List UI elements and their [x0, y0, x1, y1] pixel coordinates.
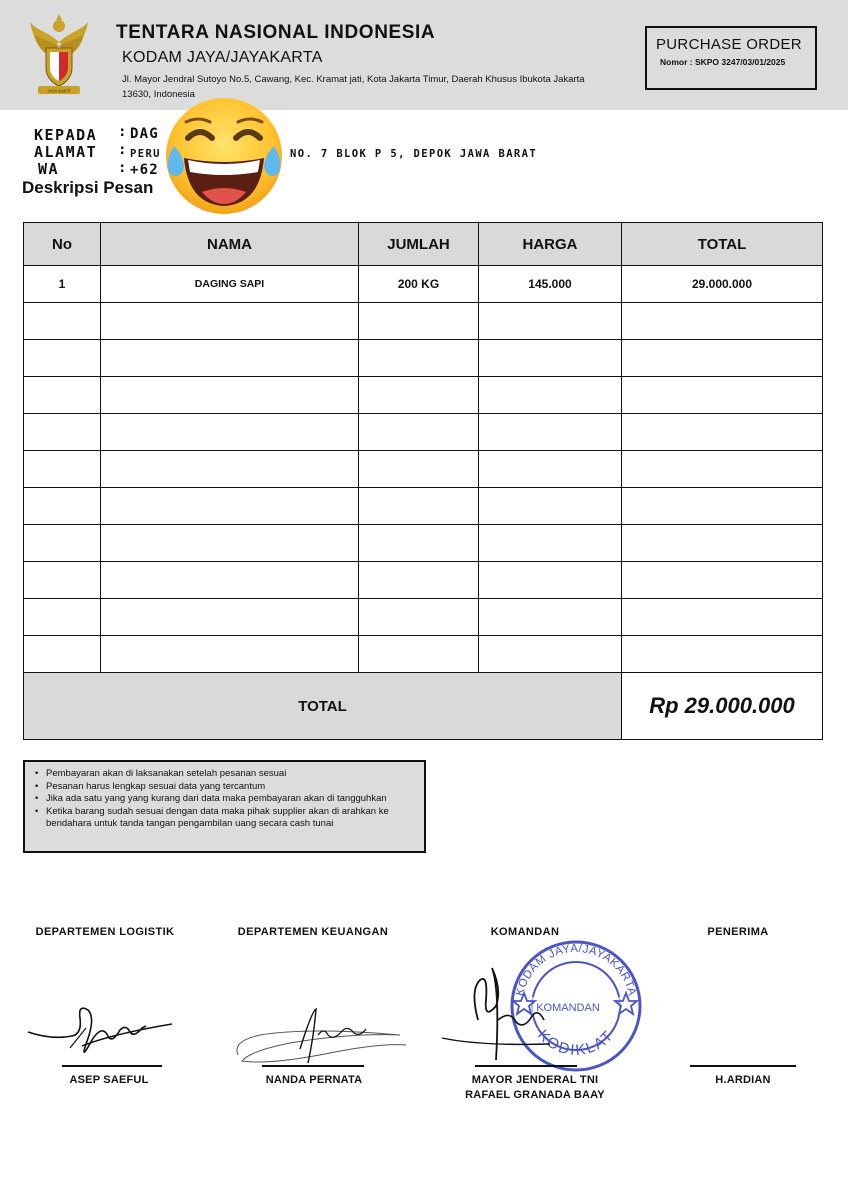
table-row [24, 377, 823, 414]
cell-harga [479, 303, 622, 340]
signature-name-penerima: H.ARDIAN [715, 1074, 771, 1086]
signature-line-komandan [475, 1065, 577, 1067]
kepada-value: DAG [130, 126, 159, 142]
signature-title-komandan: KOMANDAN [490, 926, 560, 938]
terms-list [33, 768, 416, 831]
cell-total [622, 377, 823, 414]
cell-harga: 145.000 [479, 266, 622, 303]
cell-total: 29.000.000 [622, 266, 823, 303]
cell-no [24, 414, 101, 451]
list-item: • Jika ada satu yang yang kurang dari data maka pembayaran akan di tangguhkan [33, 793, 416, 806]
column-header-harga: HARGA [479, 223, 622, 266]
cell-nama [101, 488, 359, 525]
grand-total-value: Rp 29.000.000 [622, 673, 823, 740]
wa-value: +62 [130, 162, 159, 178]
list-item: • Ketika barang sudah sesuai dengan data maka pihak supplier akan di arahkan ke bendahara untuk tanda tangan pengambilan uang secara cash tunai [33, 806, 416, 831]
cell-no [24, 451, 101, 488]
signature-name-keuangan: NANDA PERNATA [265, 1074, 363, 1086]
alamat-value: NO. 7 BLOK P 5, DEPOK JAWA BARAT [290, 148, 538, 160]
signature-name-komandan [455, 1073, 615, 1103]
cell-harga [479, 562, 622, 599]
signature-name-logistik: ASEP SAEFUL [69, 1074, 149, 1086]
cell-jumlah [359, 377, 479, 414]
signature-title-logistik: DEPARTEMEN LOGISTIK [35, 926, 175, 938]
cell-jumlah [359, 414, 479, 451]
signature-line-penerima [690, 1065, 796, 1067]
column-header-nama: NAMA [101, 223, 359, 266]
signature-name-komandan-line2: RAFAEL GRANADA BAAY [465, 1089, 605, 1101]
document-header [0, 0, 848, 110]
wa-label: WA [38, 160, 60, 178]
table-header-row [24, 223, 823, 266]
cell-no: 1 [24, 266, 101, 303]
table-row [24, 636, 823, 673]
cell-total [622, 488, 823, 525]
cell-no [24, 599, 101, 636]
cell-no [24, 377, 101, 414]
total-label: TOTAL [24, 673, 622, 740]
purchase-order-title: PURCHASE ORDER [656, 36, 802, 53]
terms-notes-box [23, 760, 426, 853]
cell-no [24, 562, 101, 599]
garuda-emblem-icon [28, 12, 90, 96]
signature-title-penerima: PENERIMA [707, 926, 769, 938]
alamat-colon: : [118, 142, 127, 158]
table-row [24, 562, 823, 599]
cell-total [622, 525, 823, 562]
organization-title: TENTARA NASIONAL INDONESIA [116, 22, 436, 43]
list-item: • Pembayaran akan di laksanakan setelah pesanan sesuai [33, 768, 416, 781]
cell-nama [101, 303, 359, 340]
signature-scribble-keuangan [230, 1005, 410, 1070]
cell-harga [479, 451, 622, 488]
purchase-order-number: Nomor : SKPO 3247/03/01/2025 [660, 57, 786, 67]
cell-harga [479, 525, 622, 562]
cell-no [24, 488, 101, 525]
cell-jumlah [359, 340, 479, 377]
cell-harga [479, 488, 622, 525]
cell-total [622, 340, 823, 377]
table-row [24, 340, 823, 377]
signature-line-logistik [62, 1065, 162, 1067]
stamp-center-text: KOMANDAN [536, 1002, 600, 1014]
cell-nama [101, 525, 359, 562]
table-row [24, 488, 823, 525]
cell-harga [479, 636, 622, 673]
alamat-prefix: PERU [130, 148, 161, 160]
cell-harga [479, 599, 622, 636]
table-row [24, 303, 823, 340]
cell-harga [479, 340, 622, 377]
cell-nama: DAGING SAPI [101, 266, 359, 303]
cell-no [24, 636, 101, 673]
column-header-total: TOTAL [622, 223, 823, 266]
tears-of-joy-emoji-icon [160, 92, 288, 220]
cell-total [622, 414, 823, 451]
stamp-bottom-text: KODIKLAT [534, 1026, 618, 1060]
signature-title-keuangan: DEPARTEMEN KEUANGAN [237, 926, 389, 938]
cell-nama [101, 562, 359, 599]
cell-nama [101, 636, 359, 673]
cell-no [24, 525, 101, 562]
list-item: • Pesanan harus lengkap sesuai data yang tercantum [33, 781, 416, 794]
cell-jumlah [359, 488, 479, 525]
organization-address: Jl. Mayor Jendral Sutoyo No.5, Cawang, Kec. Kramat jati, Kota Jakarta Timur, Daerah Khusus Ibukota Jakarta 13630, Indonesia [122, 74, 585, 100]
table-row [24, 599, 823, 636]
cell-total [622, 562, 823, 599]
cell-nama [101, 414, 359, 451]
organization-subtitle: KODAM JAYA/JAYAKARTA [122, 49, 323, 66]
signature-scribble-logistik [22, 1000, 180, 1070]
order-description-title: Deskripsi Pesan [22, 178, 154, 197]
cell-total [622, 599, 823, 636]
cell-nama [101, 599, 359, 636]
cell-jumlah [359, 303, 479, 340]
cell-no [24, 340, 101, 377]
signature-scribble-komandan [440, 960, 560, 1070]
table-row [24, 451, 823, 488]
column-header-no: No [24, 223, 101, 266]
cell-jumlah: 200 KG [359, 266, 479, 303]
logo-motto-text: JAYA SAKTI [47, 88, 71, 94]
wa-colon: : [118, 160, 127, 176]
cell-total [622, 636, 823, 673]
cell-nama [101, 340, 359, 377]
column-header-jumlah: JUMLAH [359, 223, 479, 266]
cell-nama [101, 451, 359, 488]
cell-harga [479, 377, 622, 414]
kepada-colon: : [118, 124, 127, 140]
kepada-label: KEPADA [34, 126, 98, 144]
cell-jumlah [359, 636, 479, 673]
cell-total [622, 303, 823, 340]
table-row [24, 525, 823, 562]
table-total-row [24, 673, 823, 740]
cell-jumlah [359, 525, 479, 562]
signature-name-komandan-line1: MAYOR JENDERAL TNI [471, 1074, 599, 1086]
table-row [24, 414, 823, 451]
alamat-label: ALAMAT [34, 143, 98, 161]
cell-harga [479, 414, 622, 451]
purchase-order-box [645, 26, 817, 90]
cell-jumlah [359, 599, 479, 636]
cell-jumlah [359, 451, 479, 488]
cell-total [622, 451, 823, 488]
signature-line-keuangan [262, 1065, 364, 1067]
table-row [24, 266, 823, 303]
cell-jumlah [359, 562, 479, 599]
stamp-top-text: KODAM JAYA/JAYAKARTA [513, 942, 639, 998]
order-table [23, 222, 823, 740]
cell-no [24, 303, 101, 340]
cell-nama [101, 377, 359, 414]
